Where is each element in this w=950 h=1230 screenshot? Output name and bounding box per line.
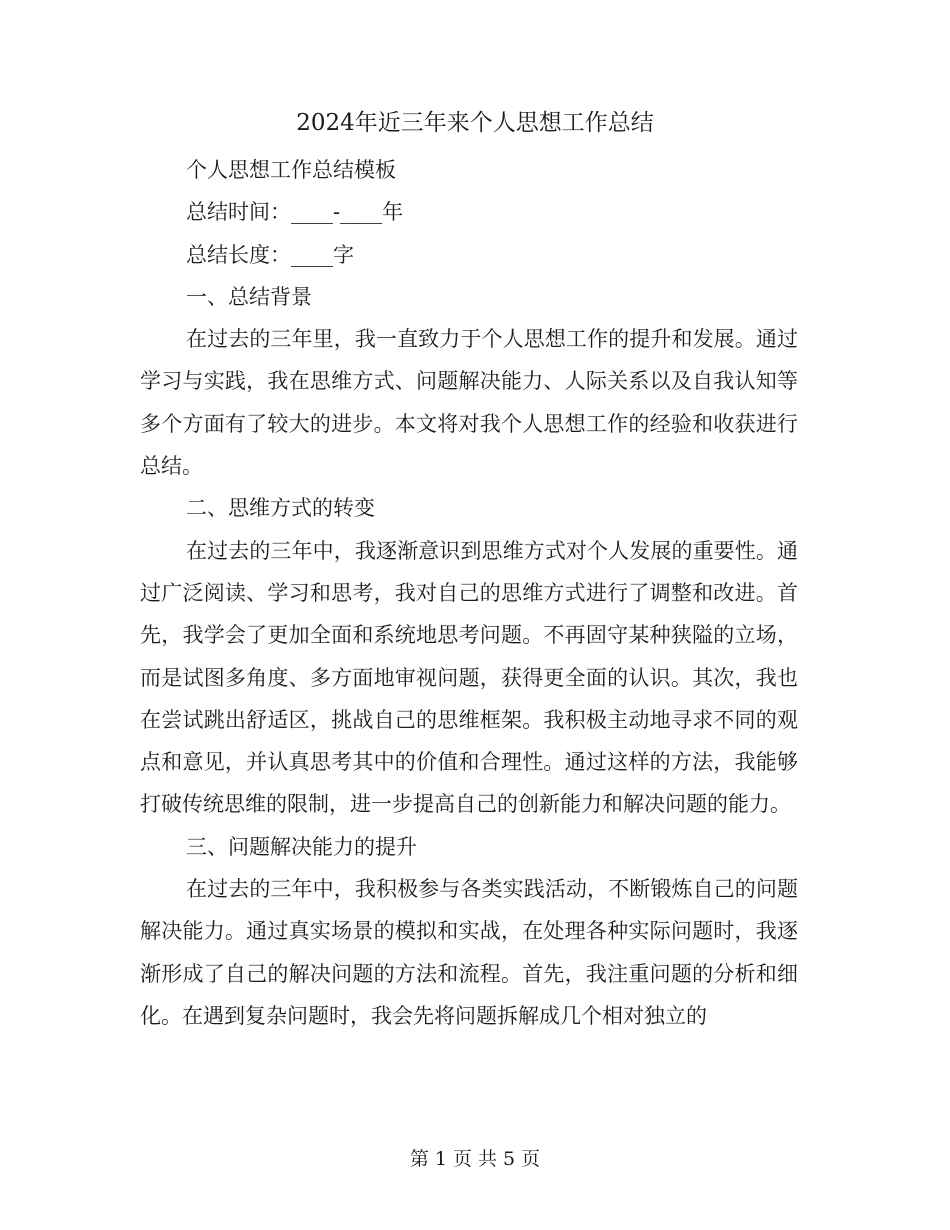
section-heading-problem-solving: 三、问题解决能力的提升 bbox=[186, 834, 417, 859]
template-label: 个人思想工作总结模板 bbox=[186, 158, 396, 182]
summary-length: 总结长度：____字 bbox=[186, 242, 354, 267]
summary-time: 总结时间：____-____年 bbox=[186, 200, 404, 225]
paragraph-thinking: 在过去的三年中，我逐渐意识到思维方式对个人发展的重要性。通过广泛阅读、学习和思考，我对自己的思维方式进行了调整和改进。首先，我学会了更加全面和系统地思考问题。不再固守某种狭隘的立场，而是试图多角度、多方面地审视问题，获得更全面的认识。其次，我也在尝试跳出舒适区，挑战自己的思维框架。我积极主动地寻求不同的观点和意见，并认真思考其中的价值和合理性。通过这样的方法，我能够打破传统思维的限制，进一步提高自己的创新能力和解决问题的能力。 bbox=[140, 538, 798, 817]
paragraph-background: 在过去的三年里，我一直致力于个人思想工作的提升和发展。通过学习与实践，我在思维方式、问题解决能力、人际关系以及自我认知等多个方面有了较大的进步。本文将对我个人思想工作的经验和收获进行总结。 bbox=[140, 327, 798, 479]
paragraph-problem-solving: 在过去的三年中，我积极参与各类实践活动，不断锻炼自己的问题解决能力。通过真实场景的模拟和实战，在处理各种实际问题时，我逐渐形成了自己的解决问题的方法和流程。首先，我注重问题的分析和细化。在遇到复杂问题时，我会先将问题拆解成几个相对独立的 bbox=[140, 877, 798, 1028]
section-heading-background: 一、总结背景 bbox=[186, 284, 312, 309]
document-title: 2024年近三年来个人思想工作总结 bbox=[296, 110, 654, 136]
document-body bbox=[140, 149, 798, 1037]
page-indicator: 第 1 页 共 5 页 bbox=[409, 1148, 541, 1170]
section-heading-thinking: 二、思维方式的转变 bbox=[186, 496, 375, 521]
